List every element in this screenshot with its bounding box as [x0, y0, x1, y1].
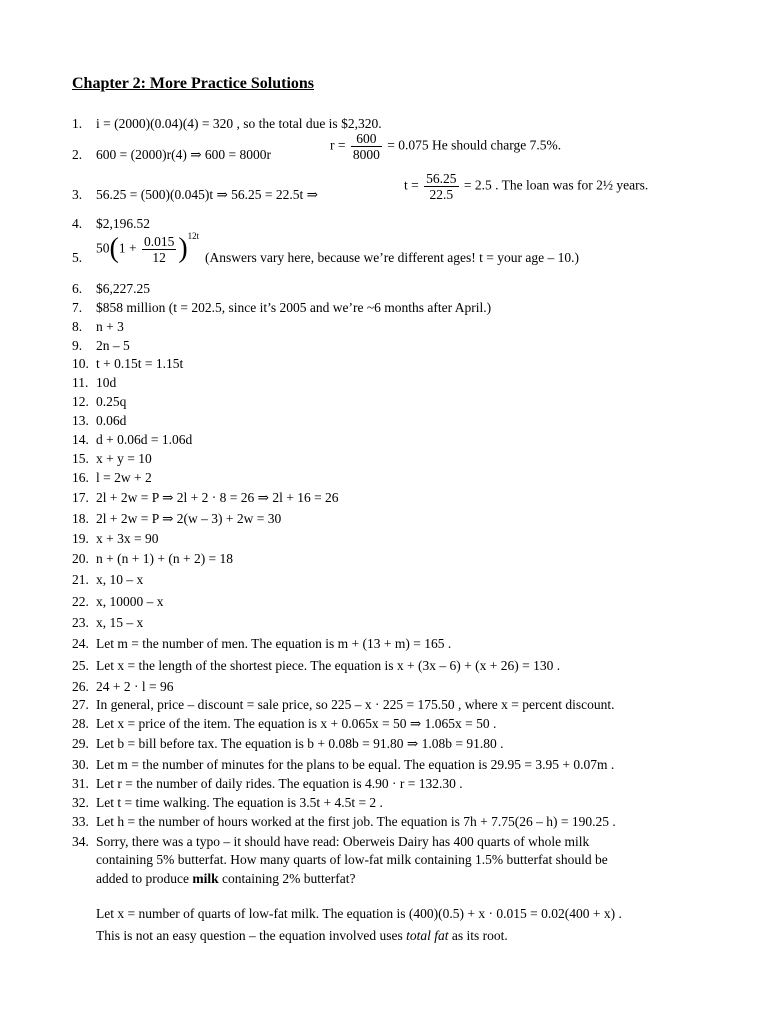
item-number: 17. — [72, 490, 89, 505]
text-run: added to produce — [96, 871, 193, 886]
solution-line: d + 0.06d = 1.06d — [96, 432, 193, 447]
solution-line: $858 million (t = 202.5, since it’s 2005 and we’re ~6 months after April.) — [96, 300, 492, 315]
item-number: 25. — [72, 658, 89, 673]
item-number: 23. — [72, 615, 89, 630]
solution-line: Let r = the number of daily rides. The equation is 4.90 · r = 132.30 . — [96, 776, 463, 791]
exponent: 12t — [187, 230, 200, 241]
item-number: 19. — [72, 531, 89, 546]
solution-line — [96, 230, 200, 265]
solution-line: 2l + 2w = P ⇒ 2l + 2 · 8 = 26 ⇒ 2l + 16 = 26 — [96, 490, 339, 505]
bold-word: milk — [192, 871, 219, 886]
text-run: containing 2% butterfat? — [218, 871, 356, 886]
solution-line: Let b = bill before tax. The equation is b + 0.08b = 91.80 ⇒ 1.08b = 91.80 . — [96, 736, 504, 751]
solution-line: Let x = number of quarts of low-fat milk. The equation is (400)(0.5) + x · 0.015 = 0.02(400 + x) . — [96, 906, 622, 921]
fraction-denominator: 8000 — [352, 147, 380, 162]
solution-line: In general, price – discount = sale price, so 225 – x · 225 = 175.50 , where x = percent discount. — [96, 697, 615, 712]
solution-line: x, 15 – x — [96, 615, 144, 630]
solution-line: x + y = 10 — [96, 451, 152, 466]
item-number: 14. — [72, 432, 89, 447]
equation-text: = 0.075 He should charge 7.5%. — [387, 137, 562, 153]
solution-line: Let h = the number of hours worked at the first job. The equation is 7h + 7.75(26 – h) = 190.25 . — [96, 814, 616, 829]
solution-line: 56.25 = (500)(0.045)t ⇒ 56.25 = 22.5t ⇒ — [96, 187, 318, 202]
fraction-numerator: 56.25 — [426, 171, 457, 186]
item-number: 6. — [72, 281, 83, 296]
item-number: 4. — [72, 216, 83, 231]
item-number: 15. — [72, 451, 89, 466]
equation-text: r = — [330, 137, 346, 153]
fraction — [424, 171, 458, 202]
solution-line: 2l + 2w = P ⇒ 2(w – 3) + 2w = 30 — [96, 511, 282, 526]
solution-line: x, 10 – x — [96, 572, 144, 587]
item-number: 2. — [72, 147, 83, 162]
item-number: 7. — [72, 300, 83, 315]
solution-line: t + 0.15t = 1.15t — [96, 356, 184, 371]
solution-line: 600 = (2000)r(4) ⇒ 600 = 8000r — [96, 147, 272, 162]
fraction — [351, 131, 382, 162]
solution-line — [330, 131, 561, 162]
item-number: 29. — [72, 736, 89, 751]
paren: ) — [178, 232, 188, 264]
item-number: 20. — [72, 551, 89, 566]
item-number: 10. — [72, 356, 89, 371]
item-number: 32. — [72, 795, 89, 810]
item-number: 9. — [72, 338, 83, 353]
item-number: 1. — [72, 116, 83, 131]
fraction — [142, 234, 176, 265]
italic-phrase: total fat — [406, 928, 449, 943]
equation-text: 50 — [96, 240, 110, 256]
fraction-numerator: 600 — [351, 131, 382, 147]
solution-line: i = (2000)(0.04)(4) = 320 , so the total due is $2,320. — [96, 116, 382, 131]
item-number: 3. — [72, 187, 83, 202]
paren: ( — [109, 232, 119, 264]
item-number: 16. — [72, 470, 89, 485]
solution-line: 0.06d — [96, 413, 127, 428]
item-number: 11. — [72, 375, 89, 390]
item-number: 8. — [72, 319, 83, 334]
item-number: 22. — [72, 594, 89, 609]
item-number: 31. — [72, 776, 89, 791]
text-run: as its root. — [448, 928, 508, 943]
fraction-numerator: 0.015 — [143, 234, 175, 249]
item-number: 33. — [72, 814, 89, 829]
item-number: 24. — [72, 636, 89, 651]
solution-line: Let x = the length of the shortest piece. The equation is x + (3x – 6) + (x + 26) = 130 . — [96, 658, 561, 673]
item-number: 34. — [72, 834, 89, 849]
solution-line: Let m = the number of minutes for the plans to be equal. The equation is 29.95 = 3.95 + 0.07m . — [96, 757, 615, 772]
solution-line: n + 3 — [96, 319, 124, 334]
solution-line: $6,227.25 — [96, 281, 150, 296]
fraction-denominator: 12 — [152, 250, 166, 265]
solution-line: x, 10000 – x — [96, 594, 164, 609]
solution-line: containing 5% butterfat. How many quarts of low-fat milk containing 1.5% butterfat should be — [96, 852, 608, 867]
item-number: 5. — [72, 250, 83, 265]
solution-line: Sorry, there was a typo – it should have read: Oberweis Dairy has 400 quarts of whole milk — [96, 834, 590, 849]
solution-line — [404, 171, 648, 202]
solution-line: l = 2w + 2 — [96, 470, 152, 485]
item-number: 26. — [72, 679, 89, 694]
item-number: 21. — [72, 572, 89, 587]
solution-line: 2n – 5 — [96, 338, 130, 353]
solution-line: n + (n + 1) + (n + 2) = 18 — [96, 551, 234, 566]
solution-line: Let t = time walking. The equation is 3.5t + 4.5t = 2 . — [96, 795, 383, 810]
text-run: This is not an easy question – the equation involved uses — [96, 928, 407, 943]
item-number: 12. — [72, 394, 89, 409]
item-number: 30. — [72, 757, 89, 772]
solution-line: Let m = the number of men. The equation is m + (13 + m) = 165 . — [96, 636, 452, 651]
equation-text: 1 + — [118, 240, 137, 256]
solution-line: 24 + 2 · l = 96 — [96, 679, 174, 694]
solution-line: Let x = price of the item. The equation is x + 0.065x = 50 ⇒ 1.065x = 50 . — [96, 716, 497, 731]
equation-text: t = — [404, 177, 419, 193]
solution-note: (Answers vary here, because we’re different ages! t = your age – 10.) — [205, 250, 579, 265]
item-number: 28. — [72, 716, 89, 731]
solution-line: $2,196.52 — [96, 216, 150, 231]
solution-line: 10d — [96, 375, 117, 390]
page-title: Chapter 2: More Practice Solutions — [72, 75, 315, 92]
equation-text: = 2.5 . The loan was for 2½ years. — [463, 177, 649, 193]
solution-line: x + 3x = 90 — [96, 531, 159, 546]
item-number: 13. — [72, 413, 89, 428]
solution-line — [96, 871, 355, 887]
item-number: 18. — [72, 511, 89, 526]
solution-line — [96, 928, 508, 944]
fraction-denominator: 22.5 — [429, 187, 454, 202]
solution-line: 0.25q — [96, 394, 127, 409]
item-number: 27. — [72, 697, 89, 712]
